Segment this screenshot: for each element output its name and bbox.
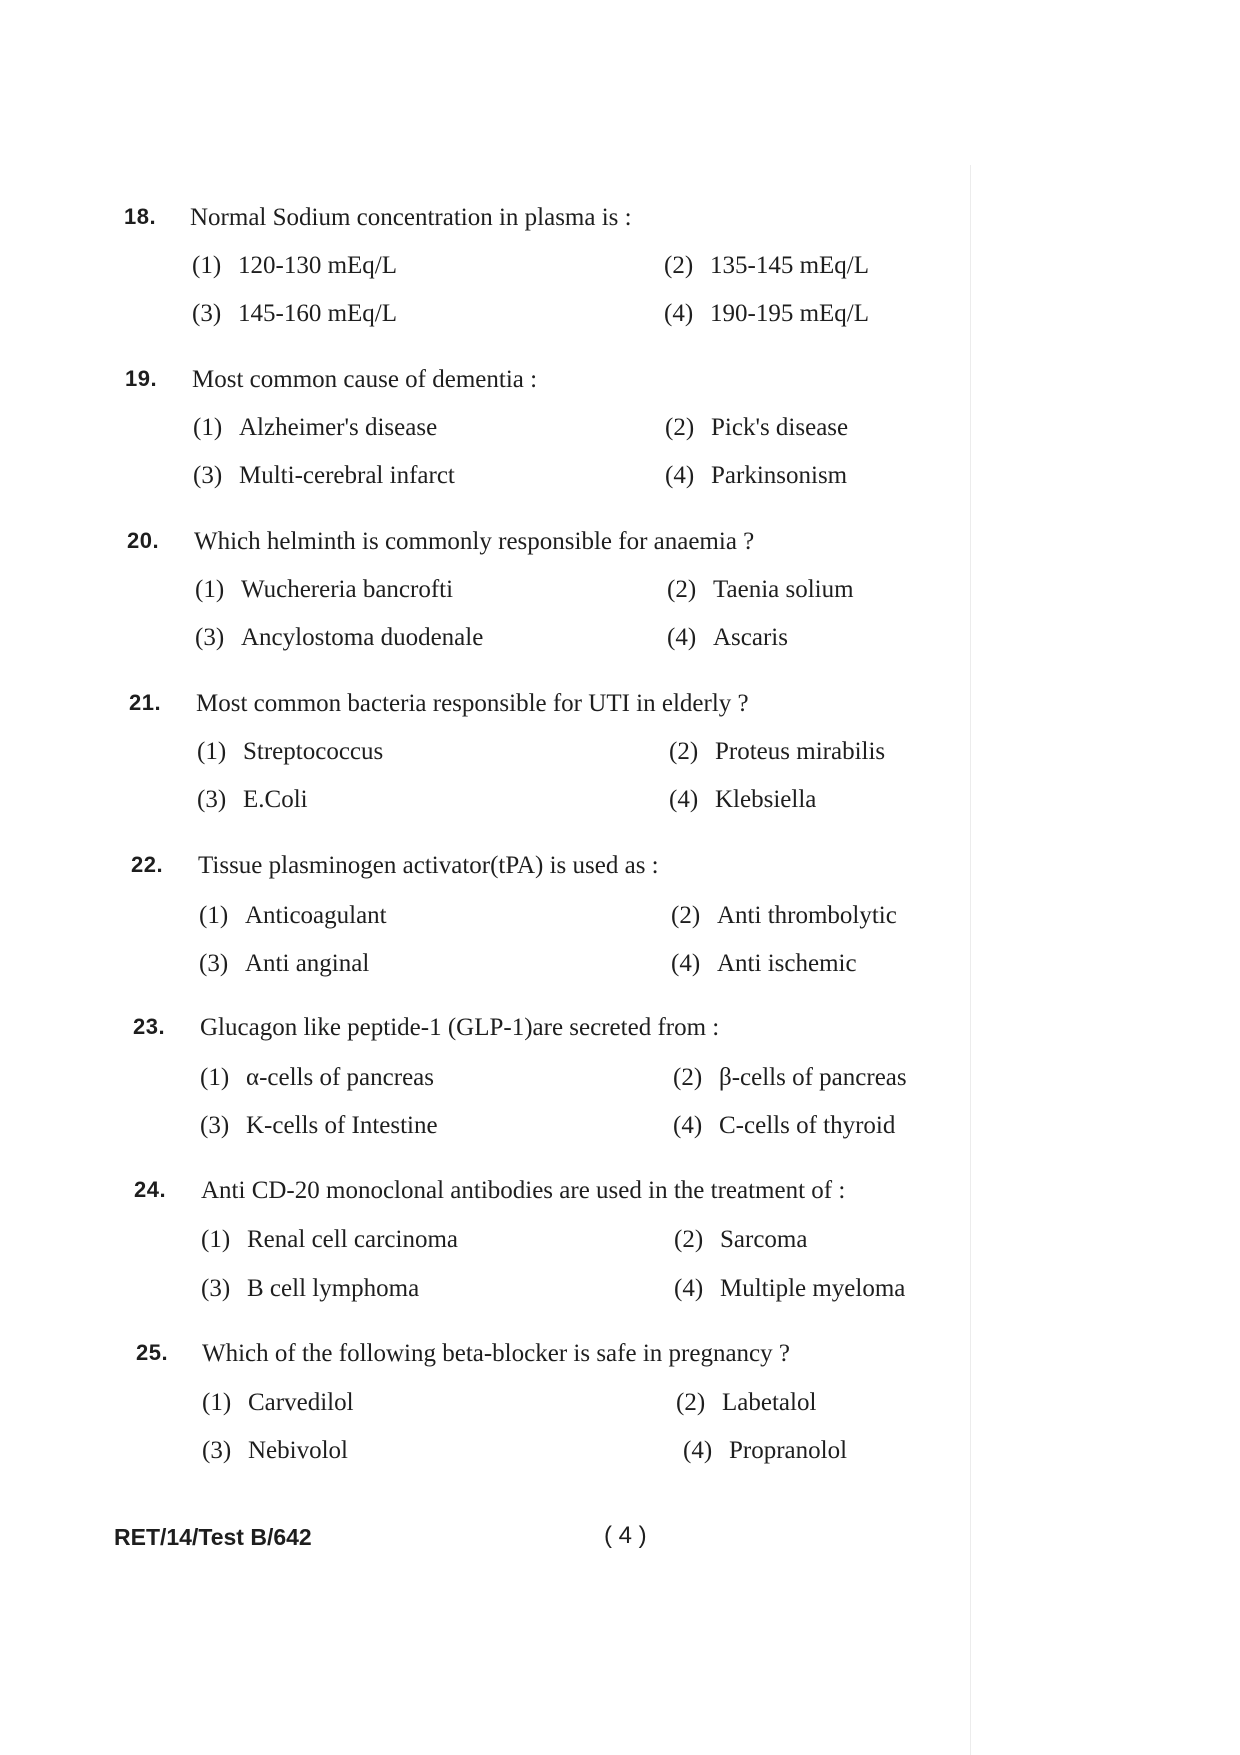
option-text: β-cells of pancreas [719,1064,907,1091]
option-text: Klebsiella [715,786,817,813]
option-1 [193,414,437,442]
option-number: (3) [200,1112,230,1139]
option-2 [673,1064,907,1092]
option-4 [665,462,847,490]
question-number: 21. [129,690,162,715]
option-text: Multiple myeloma [720,1275,906,1302]
option-number: (2) [667,576,697,603]
option-number: (3) [192,300,222,327]
question-text: Which of the following beta-blocker is safe in pregnancy ? [202,1340,790,1367]
option-number: (1) [200,1064,230,1091]
option-number: (1) [199,902,229,929]
option-text: 120-130 mEq/L [238,252,398,279]
option-text: Parkinsonism [711,462,848,489]
question-number: 18. [124,204,157,229]
question-number: 24. [134,1177,167,1202]
option-text: E.Coli [243,786,308,813]
question-number: 25. [136,1340,169,1365]
question-number: 22. [131,852,164,877]
option-number: (4) [674,1275,704,1302]
option-number: (1) [195,576,225,603]
option-number: (3) [199,950,229,977]
option-text: Sarcoma [720,1226,808,1253]
option-2 [669,738,885,766]
option-number: (4) [683,1437,713,1464]
option-text: Alzheimer's disease [239,414,438,441]
option-text: Anti ischemic [717,950,857,977]
option-4 [673,1112,895,1140]
question-number: 23. [133,1014,166,1039]
option-number: (1) [193,414,223,441]
option-number: (1) [202,1389,232,1416]
option-number: (4) [669,786,699,813]
option-text: K-cells of Intestine [246,1112,438,1139]
option-4 [667,624,788,652]
option-text: Anti thrombolytic [717,902,897,929]
option-text: 145-160 mEq/L [238,300,398,327]
page-number: ( 4 ) [604,1522,647,1549]
option-4 [664,300,869,328]
option-number: (2) [664,252,694,279]
option-1 [201,1226,458,1254]
option-number: (1) [201,1226,231,1253]
option-text: 190-195 mEq/L [710,300,870,327]
option-4 [669,786,816,814]
option-text: α-cells of pancreas [246,1064,435,1091]
option-number: (4) [673,1112,703,1139]
option-number: (2) [673,1064,703,1091]
option-number: (4) [667,624,697,651]
option-number: (1) [197,738,227,765]
question-text: Glucagon like peptide-1 (GLP-1)are secreted from : [200,1014,720,1041]
option-text: Multi-cerebral infarct [239,462,455,489]
option-text: Labetalol [722,1389,817,1416]
option-text: Carvedilol [248,1389,354,1416]
option-3 [200,1112,438,1140]
option-2 [664,252,869,280]
option-number: (4) [671,950,701,977]
option-1 [197,738,383,766]
option-1 [202,1389,354,1417]
option-2 [671,902,897,930]
question-number: 20. [127,528,160,553]
option-number: (3) [201,1275,231,1302]
option-3 [193,462,455,490]
option-4 [683,1437,847,1465]
option-3 [195,624,483,652]
option-2 [665,414,848,442]
option-3 [192,300,397,328]
question-text: Which helminth is commonly responsible for anaemia ? [194,528,755,555]
option-text: C-cells of thyroid [719,1112,896,1139]
option-number: (2) [665,414,695,441]
option-text: Wuchereria bancrofti [241,576,454,603]
option-text: Pick's disease [711,414,849,441]
option-text: Propranolol [729,1437,848,1464]
option-2 [676,1389,816,1417]
option-text: B cell lymphoma [247,1275,420,1302]
option-text: 135-145 mEq/L [710,252,870,279]
option-2 [674,1226,807,1254]
option-4 [671,950,857,978]
option-number: (1) [192,252,222,279]
option-number: (4) [665,462,695,489]
option-number: (2) [671,902,701,929]
test-code: RET/14/Test B/642 [114,1524,312,1550]
option-number: (2) [676,1389,706,1416]
option-text: Anti anginal [245,950,370,977]
option-1 [200,1064,434,1092]
option-1 [195,576,453,604]
option-1 [192,252,397,280]
option-text: Renal cell carcinoma [247,1226,458,1253]
option-number: (3) [197,786,227,813]
option-3 [199,950,369,978]
option-number: (4) [664,300,694,327]
question-text: Most common bacteria responsible for UTI in elderly ? [196,690,749,717]
option-3 [202,1437,348,1465]
option-number: (2) [674,1226,704,1253]
option-text: Nebivolol [248,1437,348,1464]
option-text: Ancylostoma duodenale [241,624,484,651]
option-number: (3) [193,462,223,489]
option-number: (3) [202,1437,232,1464]
option-4 [674,1275,905,1303]
option-1 [199,902,387,930]
question-text: Most common cause of dementia : [192,366,538,393]
option-text: Anticoagulant [245,902,387,929]
option-text: Streptococcus [243,738,384,765]
option-3 [197,786,308,814]
question-text: Tissue plasminogen activator(tPA) is used as : [198,852,659,879]
option-text: Taenia solium [713,576,854,603]
option-text: Proteus mirabilis [715,738,886,765]
question-number: 19. [125,366,158,391]
question-text: Anti CD-20 monoclonal antibodies are used in the treatment of : [201,1177,846,1204]
scan-edge-line [970,165,971,1755]
option-3 [201,1275,419,1303]
option-text: Ascaris [713,624,788,651]
question-text: Normal Sodium concentration in plasma is : [190,204,632,231]
option-2 [667,576,854,604]
option-number: (2) [669,738,699,765]
option-number: (3) [195,624,225,651]
